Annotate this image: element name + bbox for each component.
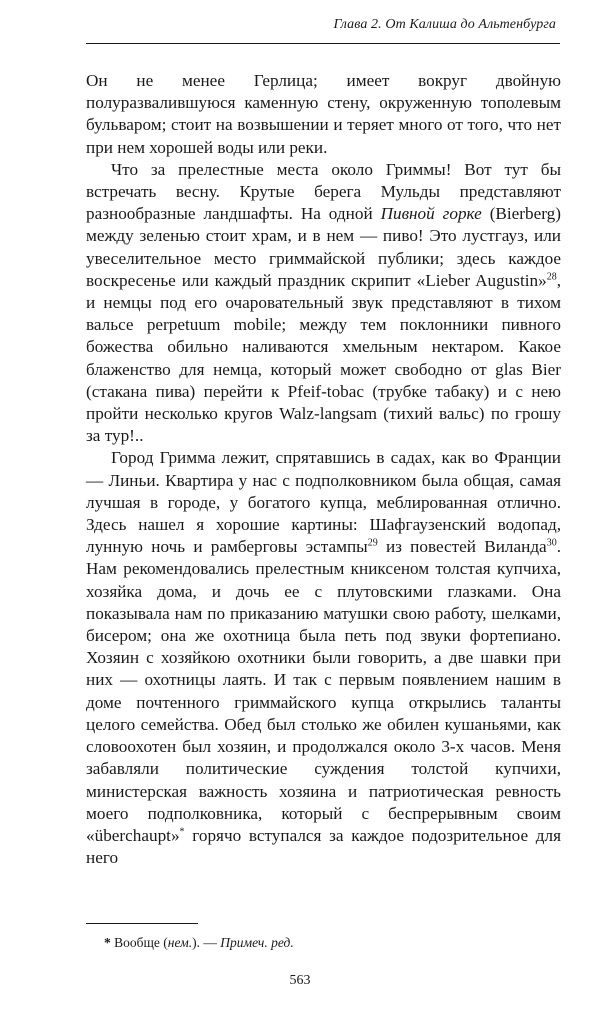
- pivnaya-gorka-emphasis: Пивной горке: [380, 204, 482, 224]
- main-text: [86, 70, 561, 869]
- paragraph-1: Он не менее Герлица; имеет вокруг двойную полуразвалившуюся каменную стену, окруженную тополевым бульваром; стоит на возвышении и теряет много от того, что нет при нем хорошей воды или реки.: [86, 71, 561, 157]
- footnote-editor-note: Примеч. ред.: [220, 935, 294, 950]
- header-rule: [86, 43, 560, 44]
- paragraph-2-text-b: (Bierberg) между зеленью стоит храм, и в нем — пиво! Это лустгауз, или увеселительное место гриммайской публики; здесь каждое воскресенье или каждый праздник скрипит «Lieber Augustin»: [86, 204, 561, 290]
- paragraph-3-text-a: Город Гримма лежит, спрятавшись в садах, как во Франции — Линьи. Квартира у нас с подполковником была общая, самая лучшая в городе, у богатого купца, меблированная отлично. Здесь нашел я хорошие картины: Шафгаузенский водопад, лунную ночь и рамберговы эстампы: [86, 448, 561, 557]
- paragraph-3-text-d: горячо вступался за каждое подозрительное для него: [86, 825, 561, 868]
- footnote-ref-star: *: [179, 826, 185, 838]
- paragraph-3: [86, 447, 561, 869]
- footnote-language: нем.: [167, 935, 193, 950]
- footnote-ref-29: 29: [367, 537, 378, 549]
- footnote-mark: *: [104, 935, 111, 950]
- paragraph-3-text-c: . Нам рекомендовались прелестным книксеном толстая купчиха, хозяйка дома, и дочь ее с плутовскими глазками. Она показывала нам по приказанию матушки свою работу, шелками, бисером; она же охотница была петь под звуки фортепиано. Хозяин с хозяйкою охотники были говорить, а две шавки при них — охотницы лаять. И так с первым появлением нашим в доме почтенного гриммайского купца открылись таланты целого семейства. Обед был столько же обилен кушаньями, как словоохотен был хозяин, и продолжался около 3-х часов. Меня забавляли политические суждения толстой купчихи, министерская важность хозяина и патриотическая ревность моего подполковника, который с беспрерывным своим «überchaupt»: [86, 537, 561, 845]
- footnote-ref-30: 30: [546, 537, 557, 549]
- paragraph-2-text-c: , и немцы под его очаровательный звук представляют в тихом вальсе perpetuum mobile; между тем поклонники пивного божества обильно наливаются хмельным нектаром. Какое блаженство для немца, который может свободно от glas Bier (стакана пива) перейти к Pfeif-tobac (трубке табаку) и с нею пройти несколько кругов Walz-langsam (тихий вальс) по грошу за тур!..: [86, 270, 561, 446]
- footnote-paren-open: (: [159, 935, 168, 950]
- footnote: [104, 935, 294, 951]
- footnote-ref-28: 28: [546, 271, 557, 283]
- paragraph-3-text-b: из повестей Виланда: [377, 537, 547, 557]
- paragraph-2: [86, 159, 561, 448]
- footnote-rule: [86, 923, 198, 924]
- page-number: 563: [289, 973, 311, 988]
- footnote-word: Вообще: [114, 935, 160, 950]
- paragraph-2-text-a: Что за прелестные места около Гриммы! Вот тут бы встречать весну. Крутые берега Мульды представляют разнообразные ландшафты. На одной: [86, 159, 561, 224]
- running-title: Глава 2. От Калиша до Альтенбурга: [333, 17, 556, 32]
- footnote-paren-close: ). —: [192, 935, 221, 950]
